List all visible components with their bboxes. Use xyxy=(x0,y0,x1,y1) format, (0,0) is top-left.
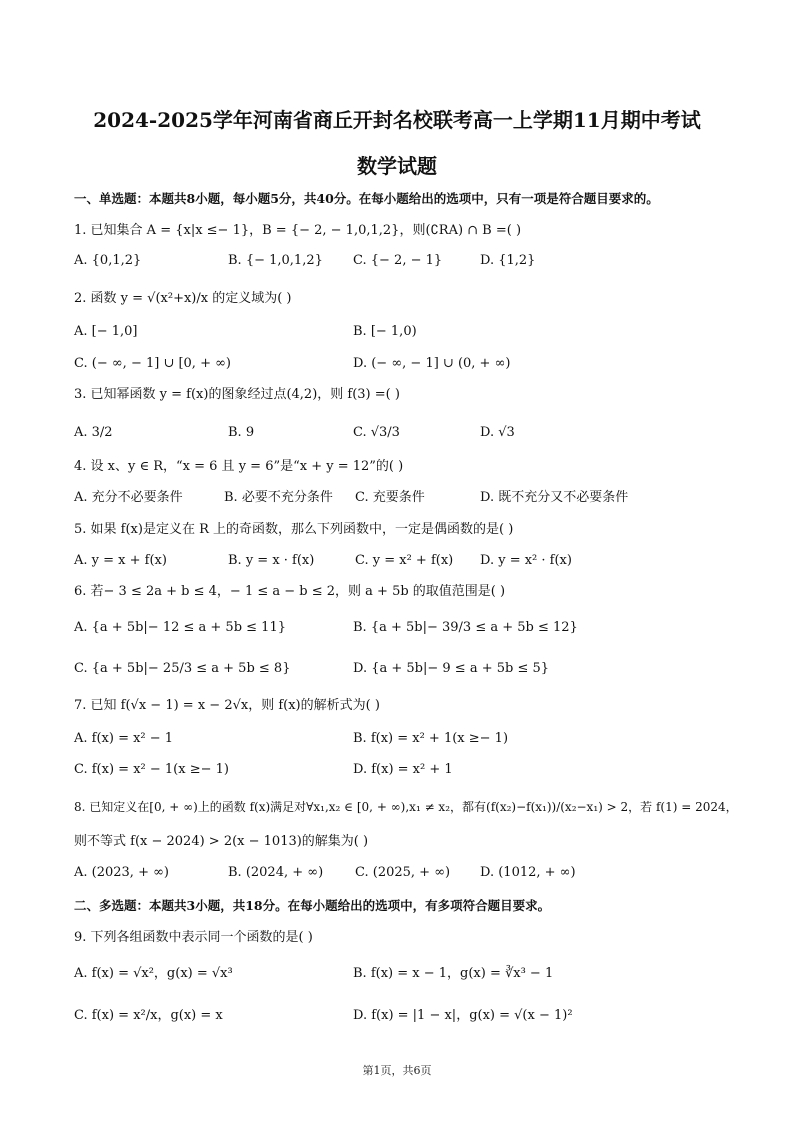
question-5-option-d: D. y = x² · f(x) xyxy=(480,553,572,568)
question-6-option-b: B. {a + 5b|− 39/3 ≤ a + 5b ≤ 12} xyxy=(353,620,578,635)
question-1-option-c: C. {− 2, − 1} xyxy=(353,253,443,268)
question-3-option-c: C. √3/3 xyxy=(353,425,400,440)
question-6-option-a: A. {a + 5b|− 12 ≤ a + 5b ≤ 11} xyxy=(74,620,286,635)
question-9-stem: 9. 下列各组函数中表示同一个函数的是( ) xyxy=(74,930,313,945)
question-1-option-b: B. {− 1,0,1,2} xyxy=(228,253,323,268)
question-2-option-b: B. [− 1,0) xyxy=(353,324,417,339)
question-8-option-c: C. (2025, + ∞) xyxy=(355,865,451,880)
question-5-option-b: B. y = x · f(x) xyxy=(228,553,315,568)
question-7-option-d: D. f(x) = x² + 1 xyxy=(353,762,453,777)
question-4-option-b: B. 必要不充分条件 xyxy=(224,490,333,505)
section-heading-single-choice: 一、单选题：本题共8小题，每小题5分，共40分。在每小题给出的选项中，只有一项是符合题目要求的。 xyxy=(74,191,659,206)
question-1-option-a: A. {0,1,2} xyxy=(74,253,142,268)
question-7-option-b: B. f(x) = x² + 1(x ≥− 1) xyxy=(353,731,509,746)
question-6-option-c: C. {a + 5b|− 25/3 ≤ a + 5b ≤ 8} xyxy=(74,661,291,676)
question-9-option-b: B. f(x) = x − 1，g(x) = ∛x³ − 1 xyxy=(353,966,554,981)
question-4-stem: 4. 设 x、y ∈ R，“x = 6 且 y = 6”是“x + y = 12”的( ) xyxy=(74,459,404,474)
question-5-option-c: C. y = x² + f(x) xyxy=(355,553,454,568)
question-1-stem: 1. 已知集合 A = {x|x ≤− 1}，B = {− 2, − 1,0,1,2}，则(∁RA) ∩ B =( ) xyxy=(74,223,522,238)
question-8-option-d: D. (1012, + ∞) xyxy=(480,865,576,880)
question-8-stem-continued: 则不等式 f(x − 2024) > 2(x − 1013)的解集为( ) xyxy=(74,834,369,849)
question-6-option-d: D. {a + 5b|− 9 ≤ a + 5b ≤ 5} xyxy=(353,661,550,676)
question-9-option-c: C. f(x) = x²/x，g(x) = x xyxy=(74,1008,223,1023)
exam-subtitle: 数学试题 xyxy=(357,154,437,178)
question-4-option-d: D. 既不充分又不必要条件 xyxy=(480,490,629,505)
question-3-option-b: B. 9 xyxy=(228,425,255,440)
question-4-option-c: C. 充要条件 xyxy=(355,490,425,505)
question-9-option-d: D. f(x) = |1 − x|，g(x) = √(x − 1)² xyxy=(353,1008,573,1023)
question-2-stem: 2. 函数 y = √(x²+x)/x 的定义域为( ) xyxy=(74,291,292,306)
question-2-option-a: A. [− 1,0] xyxy=(74,324,138,339)
exam-title: 2024-2025学年河南省商丘开封名校联考高一上学期11月期中考试 xyxy=(93,108,701,132)
question-8-option-a: A. (2023, + ∞) xyxy=(74,865,169,880)
question-2-option-d: D. (− ∞, − 1] ∪ (0, + ∞) xyxy=(353,356,511,371)
question-9-option-a: A. f(x) = √x²，g(x) = √x³ xyxy=(74,966,233,981)
question-4-option-a: A. 充分不必要条件 xyxy=(74,490,183,505)
question-7-stem: 7. 已知 f(√x − 1) = x − 2√x，则 f(x)的解析式为( ) xyxy=(74,698,380,713)
question-8-stem: 8. 已知定义在[0, + ∞)上的函数 f(x)满足对∀x₁,x₂ ∈ [0, + ∞),x₁ ≠ x₂，都有(f(x₂)−f(x₁))/(x₂−x₁) > 2，若 f(1) = 2024， xyxy=(74,800,738,814)
question-2-option-c: C. (− ∞, − 1] ∪ [0, + ∞) xyxy=(74,356,231,371)
section-heading-multiple-choice: 二、多选题：本题共3小题，共18分。在每小题给出的选项中，有多项符合题目要求。 xyxy=(74,898,551,913)
page-footer: 第1页，共6页 xyxy=(362,1064,432,1077)
question-6-stem: 6. 若− 3 ≤ 2a + b ≤ 4，− 1 ≤ a − b ≤ 2，则 a + 5b 的取值范围是( ) xyxy=(74,584,506,599)
question-3-stem: 3. 已知幂函数 y = f(x)的图象经过点(4,2)，则 f(3) =( ) xyxy=(74,387,400,402)
question-7-option-c: C. f(x) = x² − 1(x ≥− 1) xyxy=(74,762,229,777)
question-1-option-d: D. {1,2} xyxy=(480,253,536,268)
question-5-stem: 5. 如果 f(x)是定义在 R 上的奇函数，那么下列函数中，一定是偶函数的是( ) xyxy=(74,522,514,537)
question-8-option-b: B. (2024, + ∞) xyxy=(228,865,324,880)
question-5-option-a: A. y = x + f(x) xyxy=(74,553,167,568)
question-7-option-a: A. f(x) = x² − 1 xyxy=(74,731,174,746)
question-3-option-a: A. 3/2 xyxy=(74,425,113,440)
question-3-option-d: D. √3 xyxy=(480,425,515,440)
